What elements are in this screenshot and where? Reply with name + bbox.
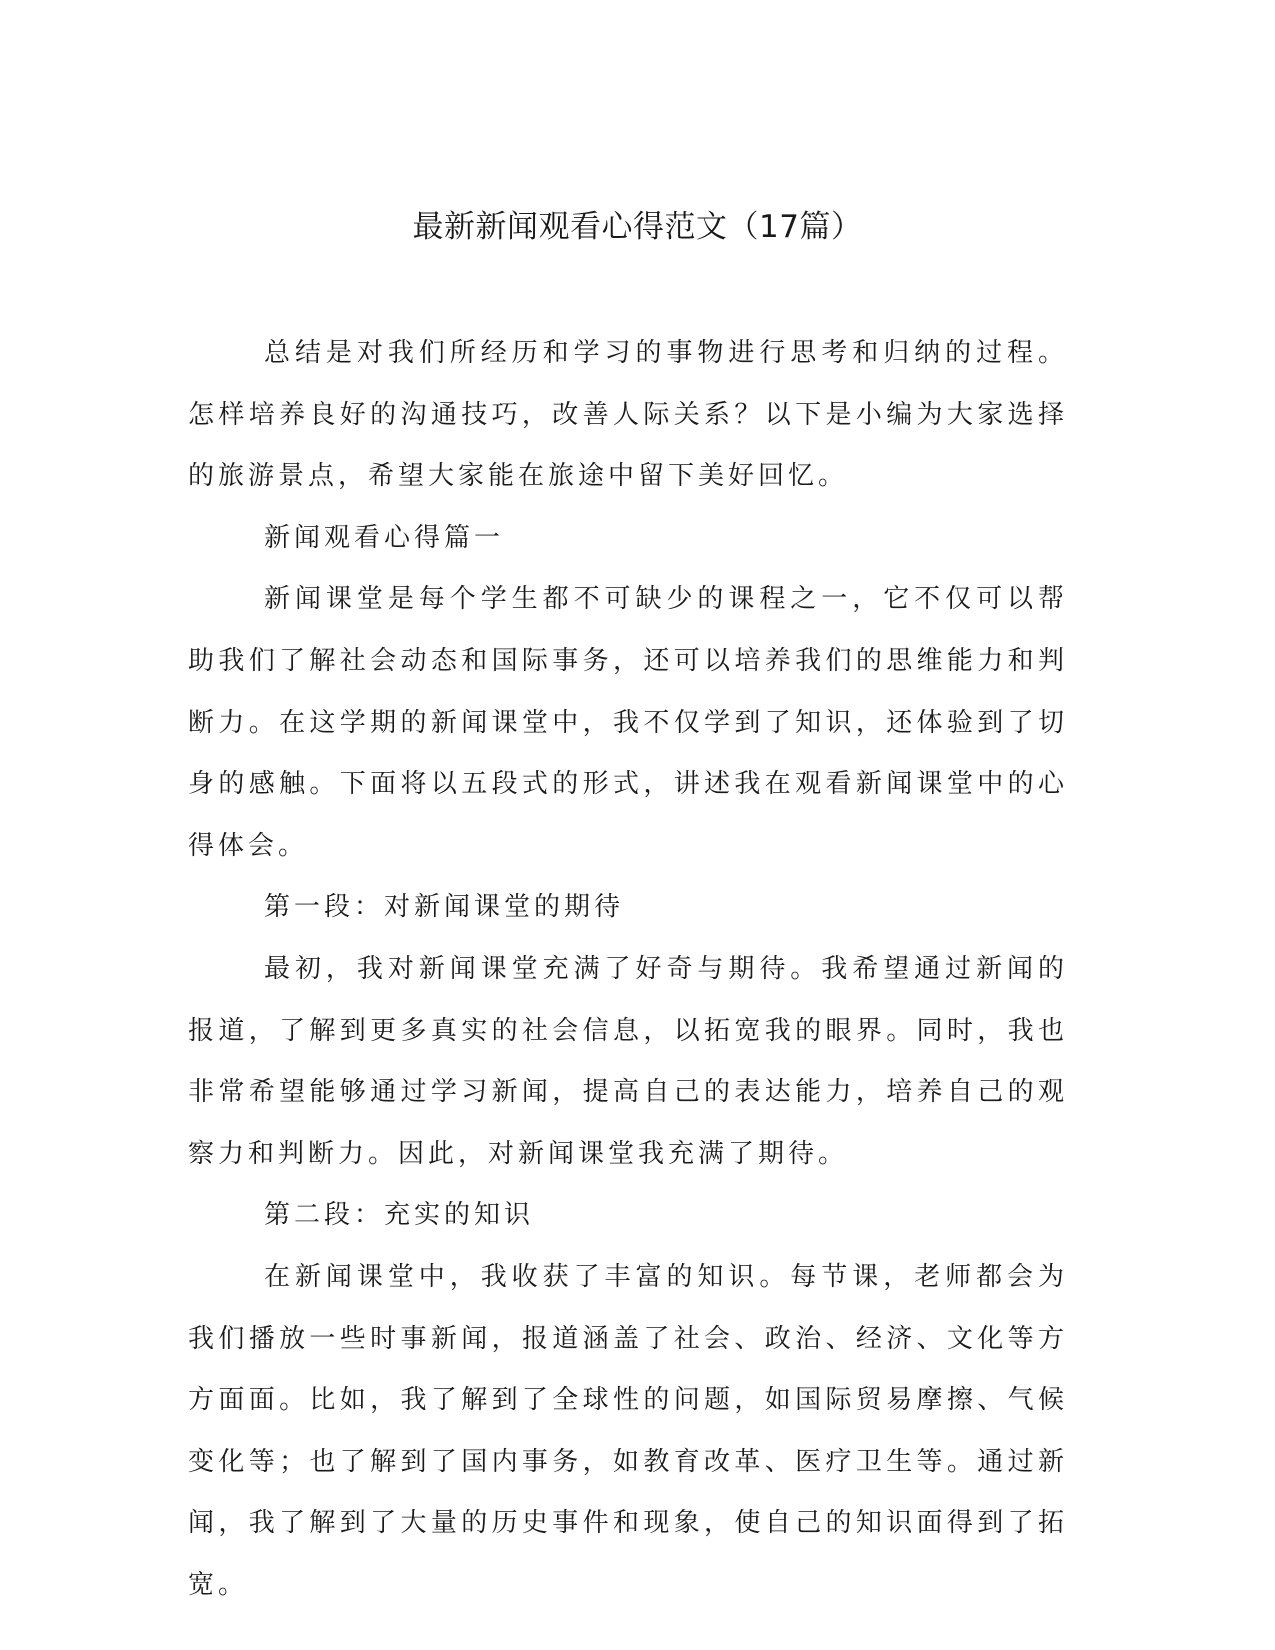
body-paragraph: 新闻课堂是每个学生都不可缺少的课程之一，它不仅可以帮助我们了解社会动态和国际事务，还可以培养我们的思维能力和判断力。在这学期的新闻课堂中，我不仅学到了知识，还体验到了切身的感触。下面将以五段式的形式，讲述我在观看新闻课堂中的心得体会。 bbox=[188, 584, 1068, 861]
document-body bbox=[188, 323, 1068, 1616]
section-heading-part-one: 新闻观看心得篇一 bbox=[264, 522, 505, 553]
body-paragraph: 在新闻课堂中，我收获了丰富的知识。每节课，老师都会为我们播放一些时事新闻，报道涵盖了社会、政治、经济、文化等方方面面。比如，我了解到了全球性的问题，如国际贸易摩擦、气候变化等；也了解到了国内事务，如教育改革、医疗卫生等。通过新闻，我了解到了大量的历史事件和现象，使自己的知识面得到了拓宽。 bbox=[188, 1261, 1068, 1600]
body-paragraph: 最初，我对新闻课堂充满了好奇与期待。我希望通过新闻的报道，了解到更多真实的社会信息，以拓宽我的眼界。同时，我也非常希望能够通过学习新闻，提高自己的表达能力，培养自己的观察力和判断力。因此，对新闻课堂我充满了期待。 bbox=[188, 953, 1068, 1169]
section-heading-paragraph-one: 第一段：对新闻课堂的期待 bbox=[264, 892, 625, 923]
document-title: 最新新闻观看心得范文（17篇） bbox=[412, 209, 863, 245]
section-heading-paragraph-two: 第二段：充实的知识 bbox=[264, 1200, 535, 1231]
intro-paragraph: 总结是对我们所经历和学习的事物进行思考和归纳的过程。怎样培养良好的沟通技巧，改善人际关系？以下是小编为大家选择的旅游景点，希望大家能在旅途中留下美好回忆。 bbox=[188, 338, 1068, 492]
